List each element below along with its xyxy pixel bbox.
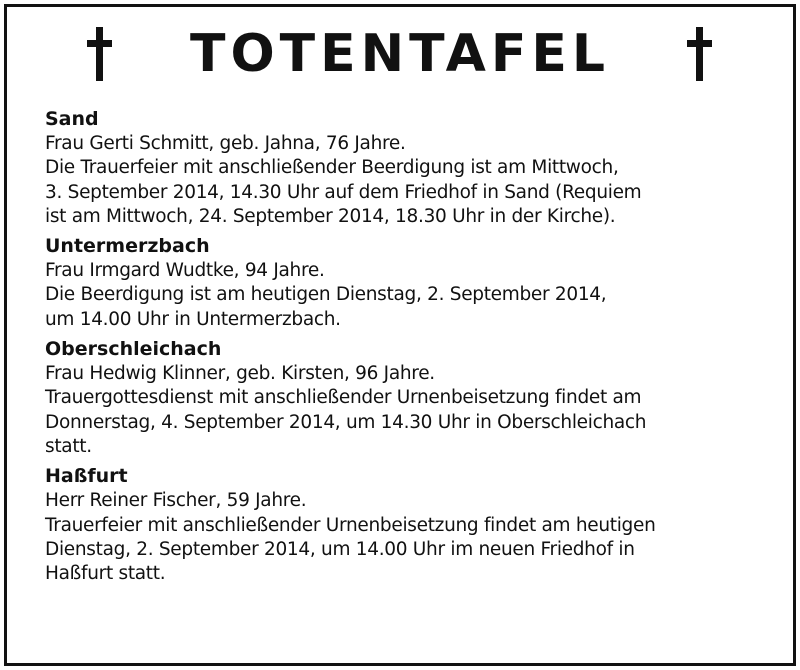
entry-line: Frau Gerti Schmitt, geb. Jahna, 76 Jahre.: [45, 133, 406, 154]
cross-icon: [687, 27, 711, 81]
entry-line: Haßfurt statt.: [45, 563, 166, 585]
entry-line: ist am Mittwoch, 24. September 2014, 18.30 Uhr in der Kirche).: [45, 205, 616, 227]
obituary-entry-sand: [45, 106, 785, 229]
entry-line: Die Beerdigung ist am heutigen Dienstag, 2. September 2014,: [45, 284, 607, 306]
entry-line: statt.: [45, 435, 92, 457]
entry-line: Die Trauerfeier mit anschließender Beerdigung ist am Mittwoch,: [45, 157, 619, 179]
entry-line: Donnerstag, 4. September 2014, um 14.30 Uhr in Oberschleichach: [45, 411, 647, 433]
location-heading: Untermerzbach: [45, 235, 210, 258]
entry-line: 3. September 2014, 14.30 Uhr auf dem Friedhof in Sand (Requiem: [45, 181, 642, 203]
obituary-board: [4, 4, 796, 666]
obituary-entry-hassfurt: [45, 463, 785, 586]
obituary-entry-untermerzbach: [45, 233, 785, 332]
location-heading: Oberschleichach: [45, 338, 222, 361]
header: [7, 21, 793, 91]
entry-line: Dienstag, 2. September 2014, um 14.00 Uhr im neuen Friedhof in: [45, 538, 635, 560]
entry-line: Frau Irmgard Wudtke, 94 Jahre.: [45, 260, 325, 282]
location-heading: Haßfurt: [45, 465, 128, 488]
entry-line: Frau Hedwig Klinner, geb. Kirsten, 96 Jahre.: [45, 363, 435, 385]
location-heading: Sand: [45, 108, 99, 130]
entry-line: Herr Reiner Fischer, 59 Jahre.: [45, 490, 307, 512]
cross-icon: [87, 27, 111, 81]
entry-line: um 14.00 Uhr in Untermerzbach.: [45, 308, 341, 330]
entry-line: Trauerfeier mit anschließender Urnenbeisetzung findet am heutigen: [45, 514, 656, 536]
obituary-entry-oberschleichach: [45, 336, 785, 459]
entry-line: Trauergottesdienst mit anschließender Urnenbeisetzung findet am: [45, 387, 642, 409]
obituary-list: [45, 106, 785, 590]
page-title: TOTENTAFEL: [189, 24, 611, 84]
